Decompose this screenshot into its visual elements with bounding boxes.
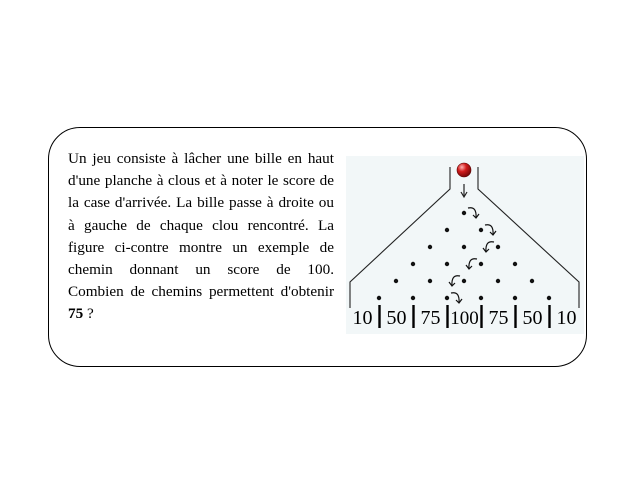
- score-label: 10: [556, 307, 577, 329]
- nail: [428, 279, 432, 283]
- nail: [445, 228, 449, 232]
- score-label: 50: [522, 307, 543, 329]
- nail: [462, 245, 466, 249]
- right-wall: [478, 167, 579, 308]
- problem-paragraph: Un jeu consiste à lâcher une bille en haut d'une planche à clous et à noter le score de la case d'arrivée. La bille passe à droite ou à gauche de chaque clou rencontré. La figure ci-contre montre un exemple de chemin donnant un score de 100.: [68, 150, 334, 279]
- nail: [462, 279, 466, 283]
- nail: [479, 296, 483, 300]
- question-text: Combien de chemins permettent d'obtenir: [68, 283, 334, 301]
- nail: [513, 296, 517, 300]
- nail: [530, 279, 534, 283]
- ball: [457, 163, 471, 177]
- question-mark: ?: [83, 305, 94, 323]
- nail: [445, 262, 449, 266]
- nail: [394, 279, 398, 283]
- nail: [411, 262, 415, 266]
- question-value: 75: [68, 305, 84, 323]
- nail: [428, 245, 432, 249]
- ball-icon: [457, 163, 471, 177]
- score-label: 10: [352, 307, 373, 329]
- path-arrows: [449, 184, 496, 303]
- score-label: 75: [420, 307, 441, 329]
- nail: [411, 296, 415, 300]
- nail: [462, 211, 466, 215]
- nail-grid: [377, 211, 551, 300]
- score-bins: [353, 305, 577, 329]
- problem-text: [68, 148, 334, 326]
- nail: [496, 279, 500, 283]
- score-label: 50: [386, 307, 407, 329]
- nail: [547, 296, 551, 300]
- problem-question: [68, 281, 334, 325]
- score-label: 75: [488, 307, 509, 329]
- galton-board: [346, 156, 584, 334]
- nail: [377, 296, 381, 300]
- nail: [479, 228, 483, 232]
- score-label: 100: [450, 308, 479, 329]
- nail: [496, 245, 500, 249]
- nail: [513, 262, 517, 266]
- nail: [479, 262, 483, 266]
- galton-board-figure: [346, 156, 584, 334]
- nail: [445, 296, 449, 300]
- left-wall: [350, 167, 450, 308]
